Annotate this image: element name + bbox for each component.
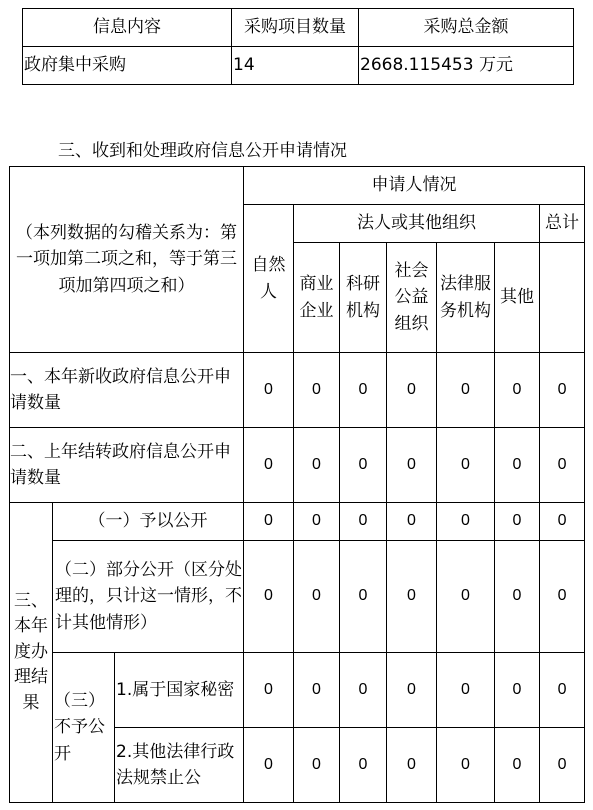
value-cell: 0 bbox=[340, 353, 387, 428]
value-cell: 0 bbox=[244, 503, 294, 541]
value-cell: 0 bbox=[495, 428, 540, 503]
value-cell: 0 bbox=[340, 428, 387, 503]
value-cell: 0 bbox=[495, 653, 540, 728]
row-label-carried: 二、上年结转政府信息公开申请数量 bbox=[10, 428, 244, 503]
row-label-other-law: 2.其他法律行政法规禁止公 bbox=[115, 728, 244, 803]
value-cell: 0 bbox=[387, 503, 437, 541]
header-project-count: 采购项目数量 bbox=[232, 9, 359, 47]
value-cell: 0 bbox=[540, 653, 585, 728]
value-cell: 0 bbox=[495, 503, 540, 541]
value-cell: 0 bbox=[540, 428, 585, 503]
value-cell: 0 bbox=[340, 503, 387, 541]
procurement-table bbox=[22, 8, 574, 85]
value-cell: 0 bbox=[540, 541, 585, 653]
value-cell: 0 bbox=[540, 503, 585, 541]
total-subcell bbox=[540, 243, 585, 353]
col-business: 商业企业 bbox=[294, 243, 340, 353]
value-cell: 0 bbox=[294, 503, 340, 541]
value-cell: 0 bbox=[340, 653, 387, 728]
value-cell: 0 bbox=[495, 541, 540, 653]
value-cell: 0 bbox=[294, 653, 340, 728]
value-cell: 0 bbox=[437, 728, 495, 803]
procurement-count: 14 bbox=[232, 47, 359, 85]
value-cell: 0 bbox=[437, 428, 495, 503]
value-cell: 0 bbox=[340, 728, 387, 803]
row-label-partial: （二）部分公开（区分处理的，只计这一情形，不计其他情形） bbox=[53, 541, 244, 653]
value-cell: 0 bbox=[387, 428, 437, 503]
value-cell: 0 bbox=[387, 728, 437, 803]
value-cell: 0 bbox=[244, 353, 294, 428]
section3-label: 三、本年度办理结果 bbox=[10, 503, 53, 803]
procurement-item: 政府集中采购 bbox=[23, 47, 232, 85]
value-cell: 0 bbox=[387, 541, 437, 653]
col-research: 科研机构 bbox=[340, 243, 387, 353]
col-other: 其他 bbox=[495, 243, 540, 353]
value-cell: 0 bbox=[294, 353, 340, 428]
value-cell: 0 bbox=[244, 541, 294, 653]
header-info-content: 信息内容 bbox=[23, 9, 232, 47]
total-header: 总计 bbox=[540, 205, 585, 243]
row-label-new: 一、本年新收政府信息公开申请数量 bbox=[10, 353, 244, 428]
value-cell: 0 bbox=[294, 428, 340, 503]
value-cell: 0 bbox=[294, 541, 340, 653]
col-legal-service: 法律服务机构 bbox=[437, 243, 495, 353]
value-cell: 0 bbox=[437, 541, 495, 653]
legal-group-header: 法人或其他组织 bbox=[294, 205, 540, 243]
value-cell: 0 bbox=[495, 728, 540, 803]
value-cell: 0 bbox=[387, 353, 437, 428]
value-cell: 0 bbox=[244, 728, 294, 803]
header-total-amount: 采购总金额 bbox=[359, 9, 574, 47]
value-cell: 0 bbox=[437, 653, 495, 728]
applicant-header: 申请人情况 bbox=[244, 167, 585, 205]
natural-person-header: 自然人 bbox=[244, 205, 294, 353]
value-cell: 0 bbox=[244, 653, 294, 728]
value-cell: 0 bbox=[387, 653, 437, 728]
value-cell: 0 bbox=[244, 428, 294, 503]
section-title: 三、收到和处理政府信息公开申请情况 bbox=[58, 141, 347, 161]
value-cell: 0 bbox=[437, 503, 495, 541]
row-label-state-secret: 1.属于国家秘密 bbox=[115, 653, 244, 728]
value-cell: 0 bbox=[294, 728, 340, 803]
not-disclosed-label: （三）不予公开 bbox=[53, 653, 115, 803]
row-label-disclose: （一）予以公开 bbox=[53, 503, 244, 541]
value-cell: 0 bbox=[340, 541, 387, 653]
value-cell: 0 bbox=[540, 728, 585, 803]
requests-table bbox=[9, 166, 585, 803]
procurement-amount: 2668.115453 万元 bbox=[359, 47, 574, 85]
col-public-welfare: 社会公益组织 bbox=[387, 243, 437, 353]
note-cell: （本列数据的勾稽关系为：第一项加第二项之和，等于第三项加第四项之和） bbox=[10, 167, 244, 353]
value-cell: 0 bbox=[495, 353, 540, 428]
value-cell: 0 bbox=[437, 353, 495, 428]
value-cell: 0 bbox=[540, 353, 585, 428]
